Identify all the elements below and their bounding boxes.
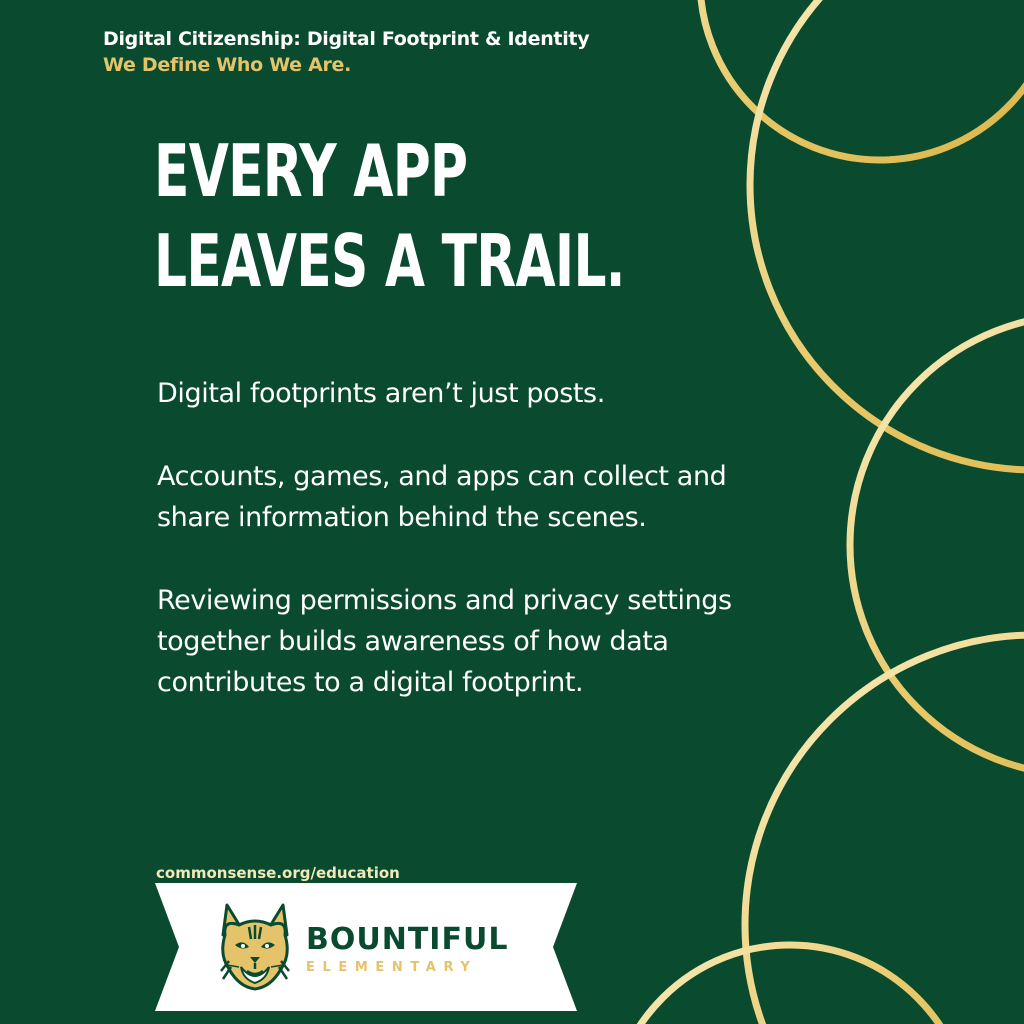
ring-right (850, 315, 1024, 775)
body-text (157, 373, 777, 745)
ring-upper-middle (750, 0, 1024, 470)
ring-lower-middle (745, 635, 1024, 1024)
series-title: Digital Citizenship: Digital Footprint & Identity (103, 28, 590, 50)
headline-line-2: LEAVES A TRAIL. (154, 219, 625, 303)
ring-bottom (610, 945, 970, 1024)
headline-line-1: EVERY APP (154, 129, 468, 213)
paragraph-1: Digital footprints aren’t just posts. (157, 378, 605, 409)
header (103, 26, 589, 78)
paragraph-2: Accounts, games, and apps can collect and share information behind the scenes. (157, 461, 727, 533)
school-type: ELEMENTARY (306, 960, 478, 975)
paragraph-3: Reviewing permissions and privacy settings together builds awareness of how data contributes to a digital footprint. (157, 585, 732, 698)
source-link: commonsense.org/education (156, 864, 400, 882)
school-logo-text (306, 923, 508, 978)
headline (154, 126, 625, 306)
tagline: We Define Who We Are. (103, 54, 352, 76)
ring-top (700, 0, 1024, 160)
school-name: BOUNTIFUL (306, 922, 509, 957)
